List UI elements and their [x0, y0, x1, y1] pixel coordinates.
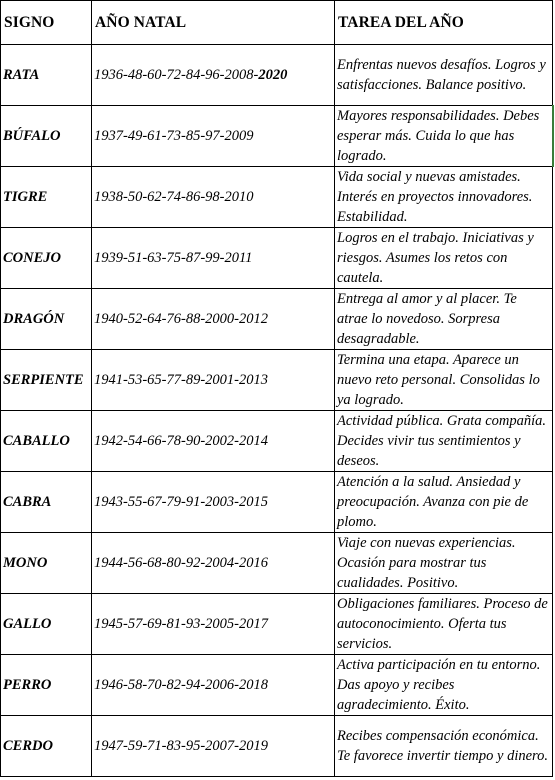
- years-bold: 2020: [258, 66, 288, 83]
- task-cell: Termina una etapa. Aparece un nuevo reto personal. Consolidas lo ya logrado.: [335, 350, 553, 411]
- task-cell: Enfrentas nuevos desafíos. Logros y satisfacciones. Balance positivo.: [335, 45, 553, 106]
- years-cell: [92, 45, 335, 106]
- task-cell: Vida social y nuevas amistades. Interés en proyectos innovadores. Estabilidad.: [335, 167, 553, 228]
- sign-cell: MONO: [1, 533, 92, 594]
- years-cell: [92, 716, 335, 777]
- header-year: AÑO NATAL: [92, 1, 335, 45]
- sign-cell: CERDO: [1, 716, 92, 777]
- task-cell: Recibes compensación económica. Te favorece invertir tiempo y dinero.: [335, 716, 553, 777]
- table-row: [1, 228, 553, 289]
- years-text: 1936-48-60-72-84-96-2008-: [94, 66, 259, 83]
- years-text: 1939-51-63-75-87-99-2011: [94, 249, 253, 266]
- years-text: 1943-55-67-79-91-2003-2015: [94, 493, 268, 510]
- table-row: [1, 350, 553, 411]
- task-cell: Logros en el trabajo. Iniciativas y riesgos. Asumes los retos con cautela.: [335, 228, 553, 289]
- sign-cell: TIGRE: [1, 167, 92, 228]
- table-body: [1, 45, 553, 777]
- header-row: [1, 1, 553, 45]
- task-cell: Atención a la salud. Ansiedad y preocupación. Avanza con pie de plomo.: [335, 472, 553, 533]
- table-row: [1, 655, 553, 716]
- task-cell: Viaje con nuevas experiencias. Ocasión para mostrar tus cualidades. Positivo.: [335, 533, 553, 594]
- years-cell: [92, 289, 335, 350]
- years-text: 1945-57-69-81-93-2005-2017: [94, 615, 268, 632]
- years-text: 1942-54-66-78-90-2002-2014: [94, 432, 268, 449]
- table-row: [1, 45, 553, 106]
- years-cell: [92, 106, 335, 167]
- sign-cell: BÚFALO: [1, 106, 92, 167]
- table-row: [1, 289, 553, 350]
- sign-cell: CONEJO: [1, 228, 92, 289]
- task-cell: Entrega al amor y al placer. Te atrae lo novedoso. Sorpresa desagradable.: [335, 289, 553, 350]
- sign-cell: CABALLO: [1, 411, 92, 472]
- years-cell: [92, 533, 335, 594]
- sign-cell: CABRA: [1, 472, 92, 533]
- years-cell: [92, 472, 335, 533]
- table-header: [1, 1, 553, 45]
- table-row: [1, 533, 553, 594]
- header-sign: SIGNO: [1, 1, 92, 45]
- years-text: 1938-50-62-74-86-98-2010: [94, 188, 254, 205]
- years-cell: [92, 350, 335, 411]
- sign-cell: SERPIENTE: [1, 350, 92, 411]
- header-task: TAREA DEL AÑO: [335, 1, 553, 45]
- table-row: [1, 716, 553, 777]
- sign-cell: PERRO: [1, 655, 92, 716]
- years-text: 1946-58-70-82-94-2006-2018: [94, 676, 268, 693]
- years-text: 1944-56-68-80-92-2004-2016: [94, 554, 268, 571]
- task-cell: Obligaciones familiares. Proceso de autoconocimiento. Oferta tus servicios.: [335, 594, 553, 655]
- task-cell: Actividad pública. Grata compañía. Decides vivir tus sentimientos y deseos.: [335, 411, 553, 472]
- years-text: 1940-52-64-76-88-2000-2012: [94, 310, 268, 327]
- table-row: [1, 106, 553, 167]
- table-row: [1, 411, 553, 472]
- years-text: 1941-53-65-77-89-2001-2013: [94, 371, 268, 388]
- table-row: [1, 594, 553, 655]
- task-cell: Activa participación en tu entorno. Das apoyo y recibes agradecimiento. Éxito.: [335, 655, 553, 716]
- years-cell: [92, 228, 335, 289]
- years-cell: [92, 655, 335, 716]
- table-row: [1, 472, 553, 533]
- sign-cell: GALLO: [1, 594, 92, 655]
- years-text: 1947-59-71-83-95-2007-2019: [94, 737, 268, 754]
- years-cell: [92, 594, 335, 655]
- table-row: [1, 167, 553, 228]
- sign-cell: DRAGÓN: [1, 289, 92, 350]
- task-cell: Mayores responsabilidades. Debes esperar más. Cuida lo que has logrado.: [335, 106, 553, 167]
- years-cell: [92, 167, 335, 228]
- sign-cell: RATA: [1, 45, 92, 106]
- years-text: 1937-49-61-73-85-97-2009: [94, 127, 254, 144]
- years-cell: [92, 411, 335, 472]
